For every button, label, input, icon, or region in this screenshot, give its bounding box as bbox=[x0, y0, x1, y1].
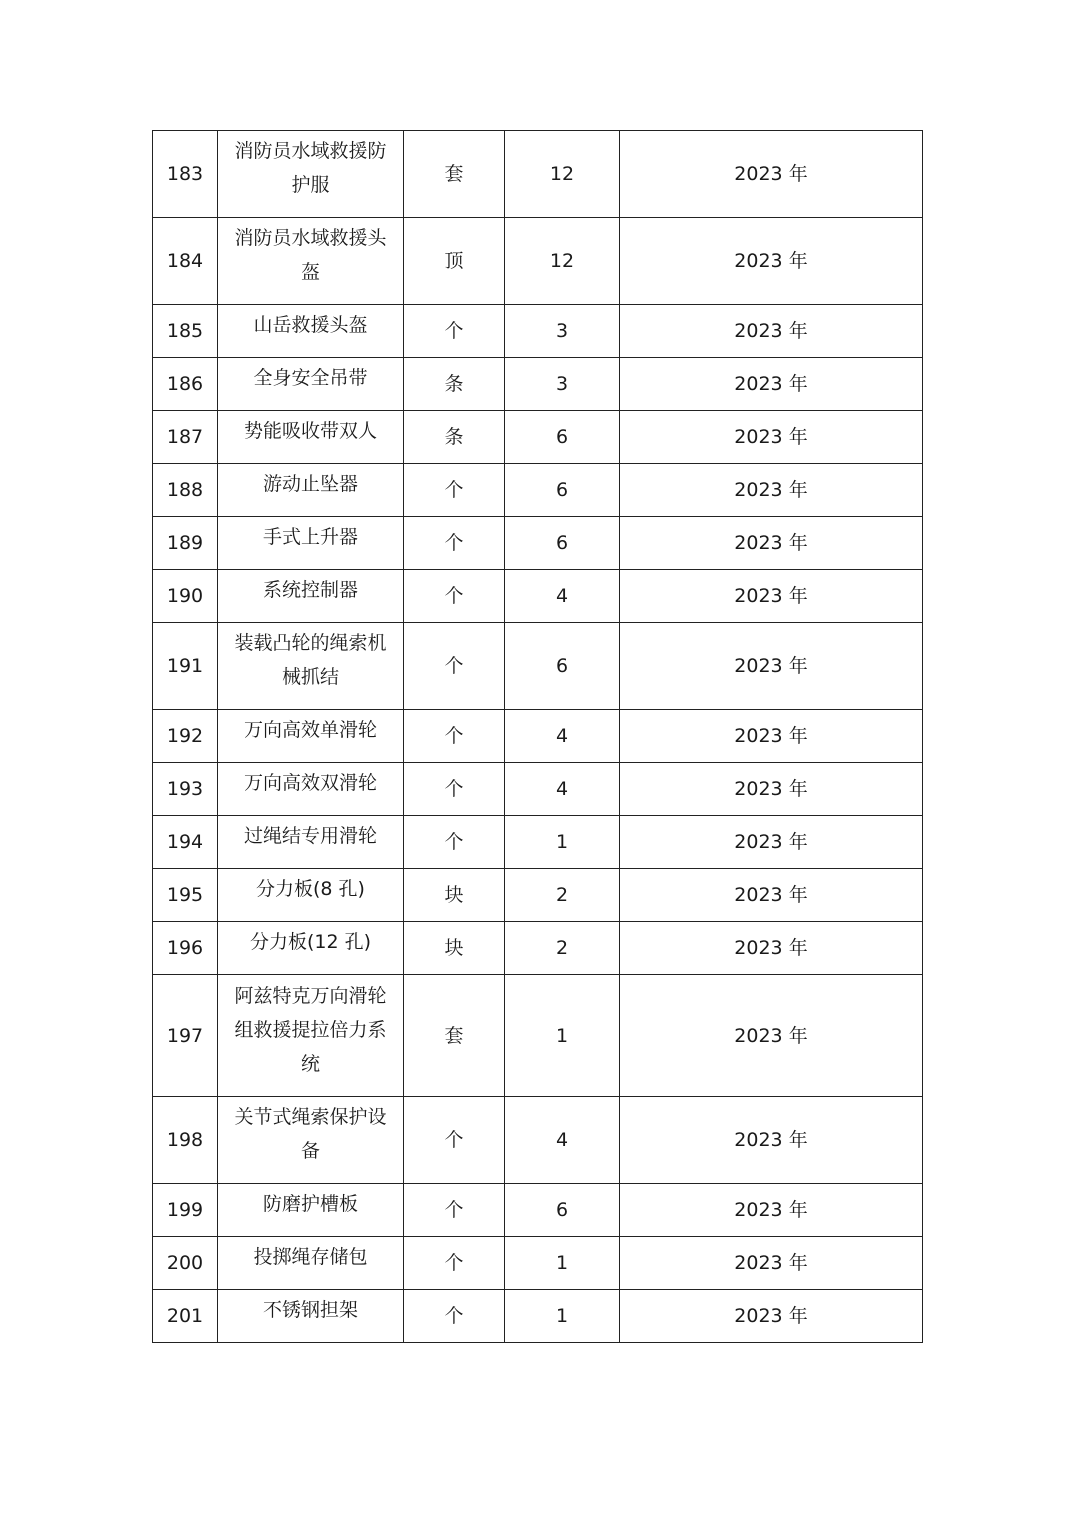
item-year: 2023 年 bbox=[620, 975, 923, 1097]
item-quantity: 2 bbox=[505, 869, 620, 922]
item-quantity: 1 bbox=[505, 975, 620, 1097]
item-unit: 个 bbox=[404, 710, 505, 763]
item-name: 过绳结专用滑轮 bbox=[218, 816, 404, 869]
item-quantity: 6 bbox=[505, 464, 620, 517]
item-year: 2023 年 bbox=[620, 305, 923, 358]
item-name: 系统控制器 bbox=[218, 570, 404, 623]
item-year: 2023 年 bbox=[620, 1097, 923, 1184]
table-row bbox=[153, 131, 923, 218]
item-name: 势能吸收带双人 bbox=[218, 411, 404, 464]
item-unit: 个 bbox=[404, 517, 505, 570]
item-year: 2023 年 bbox=[620, 1237, 923, 1290]
item-unit: 个 bbox=[404, 1184, 505, 1237]
item-name: 手式上升器 bbox=[218, 517, 404, 570]
item-year: 2023 年 bbox=[620, 131, 923, 218]
item-name: 不锈钢担架 bbox=[218, 1290, 404, 1343]
item-year: 2023 年 bbox=[620, 411, 923, 464]
item-year: 2023 年 bbox=[620, 710, 923, 763]
item-year: 2023 年 bbox=[620, 218, 923, 305]
item-quantity: 6 bbox=[505, 1184, 620, 1237]
table-row bbox=[153, 411, 923, 464]
row-number: 184 bbox=[153, 218, 218, 305]
item-name: 防磨护槽板 bbox=[218, 1184, 404, 1237]
item-name: 装载凸轮的绳索机械抓结 bbox=[218, 623, 404, 710]
item-unit: 个 bbox=[404, 816, 505, 869]
item-name: 山岳救援头盔 bbox=[218, 305, 404, 358]
item-name: 消防员水域救援头盔 bbox=[218, 218, 404, 305]
item-quantity: 1 bbox=[505, 816, 620, 869]
row-number: 198 bbox=[153, 1097, 218, 1184]
item-unit: 套 bbox=[404, 131, 505, 218]
item-unit: 个 bbox=[404, 305, 505, 358]
table-row bbox=[153, 1097, 923, 1184]
item-unit: 块 bbox=[404, 922, 505, 975]
item-year: 2023 年 bbox=[620, 1184, 923, 1237]
row-number: 188 bbox=[153, 464, 218, 517]
item-quantity: 6 bbox=[505, 623, 620, 710]
item-year: 2023 年 bbox=[620, 922, 923, 975]
table-row bbox=[153, 975, 923, 1097]
table-row bbox=[153, 305, 923, 358]
item-year: 2023 年 bbox=[620, 358, 923, 411]
row-number: 195 bbox=[153, 869, 218, 922]
table-row bbox=[153, 763, 923, 816]
item-unit: 顶 bbox=[404, 218, 505, 305]
item-unit: 个 bbox=[404, 763, 505, 816]
row-number: 194 bbox=[153, 816, 218, 869]
item-quantity: 1 bbox=[505, 1290, 620, 1343]
item-name: 万向高效双滑轮 bbox=[218, 763, 404, 816]
item-unit: 个 bbox=[404, 1097, 505, 1184]
item-quantity: 4 bbox=[505, 710, 620, 763]
item-quantity: 4 bbox=[505, 763, 620, 816]
item-year: 2023 年 bbox=[620, 816, 923, 869]
item-unit: 个 bbox=[404, 570, 505, 623]
table-row bbox=[153, 710, 923, 763]
item-year: 2023 年 bbox=[620, 623, 923, 710]
table-row bbox=[153, 1237, 923, 1290]
item-unit: 套 bbox=[404, 975, 505, 1097]
item-year: 2023 年 bbox=[620, 763, 923, 816]
item-quantity: 2 bbox=[505, 922, 620, 975]
table-row bbox=[153, 464, 923, 517]
row-number: 186 bbox=[153, 358, 218, 411]
row-number: 189 bbox=[153, 517, 218, 570]
item-name: 分力板(12 孔) bbox=[218, 922, 404, 975]
table-row bbox=[153, 358, 923, 411]
table-row bbox=[153, 1184, 923, 1237]
item-unit: 个 bbox=[404, 1237, 505, 1290]
item-unit: 块 bbox=[404, 869, 505, 922]
table-row bbox=[153, 816, 923, 869]
row-number: 191 bbox=[153, 623, 218, 710]
item-quantity: 1 bbox=[505, 1237, 620, 1290]
item-name: 关节式绳索保护设备 bbox=[218, 1097, 404, 1184]
row-number: 185 bbox=[153, 305, 218, 358]
row-number: 183 bbox=[153, 131, 218, 218]
item-unit: 个 bbox=[404, 464, 505, 517]
table-row bbox=[153, 1290, 923, 1343]
item-year: 2023 年 bbox=[620, 570, 923, 623]
item-quantity: 12 bbox=[505, 131, 620, 218]
row-number: 190 bbox=[153, 570, 218, 623]
item-quantity: 4 bbox=[505, 570, 620, 623]
table-row bbox=[153, 218, 923, 305]
item-quantity: 3 bbox=[505, 358, 620, 411]
item-year: 2023 年 bbox=[620, 464, 923, 517]
item-quantity: 6 bbox=[505, 411, 620, 464]
row-number: 199 bbox=[153, 1184, 218, 1237]
item-unit: 条 bbox=[404, 411, 505, 464]
item-quantity: 12 bbox=[505, 218, 620, 305]
item-name: 游动止坠器 bbox=[218, 464, 404, 517]
equipment-table bbox=[152, 130, 923, 1343]
table-row bbox=[153, 623, 923, 710]
item-name: 阿兹特克万向滑轮组救援提拉倍力系统 bbox=[218, 975, 404, 1097]
table-row bbox=[153, 869, 923, 922]
table-row bbox=[153, 570, 923, 623]
row-number: 200 bbox=[153, 1237, 218, 1290]
row-number: 192 bbox=[153, 710, 218, 763]
item-name: 分力板(8 孔) bbox=[218, 869, 404, 922]
item-name: 全身安全吊带 bbox=[218, 358, 404, 411]
item-name: 万向高效单滑轮 bbox=[218, 710, 404, 763]
table-row bbox=[153, 517, 923, 570]
item-year: 2023 年 bbox=[620, 869, 923, 922]
item-quantity: 6 bbox=[505, 517, 620, 570]
item-quantity: 4 bbox=[505, 1097, 620, 1184]
row-number: 197 bbox=[153, 975, 218, 1097]
item-unit: 条 bbox=[404, 358, 505, 411]
item-unit: 个 bbox=[404, 623, 505, 710]
item-name: 消防员水域救援防护服 bbox=[218, 131, 404, 218]
row-number: 196 bbox=[153, 922, 218, 975]
item-year: 2023 年 bbox=[620, 517, 923, 570]
item-quantity: 3 bbox=[505, 305, 620, 358]
row-number: 193 bbox=[153, 763, 218, 816]
item-name: 投掷绳存储包 bbox=[218, 1237, 404, 1290]
item-unit: 个 bbox=[404, 1290, 505, 1343]
row-number: 201 bbox=[153, 1290, 218, 1343]
item-year: 2023 年 bbox=[620, 1290, 923, 1343]
table-row bbox=[153, 922, 923, 975]
row-number: 187 bbox=[153, 411, 218, 464]
